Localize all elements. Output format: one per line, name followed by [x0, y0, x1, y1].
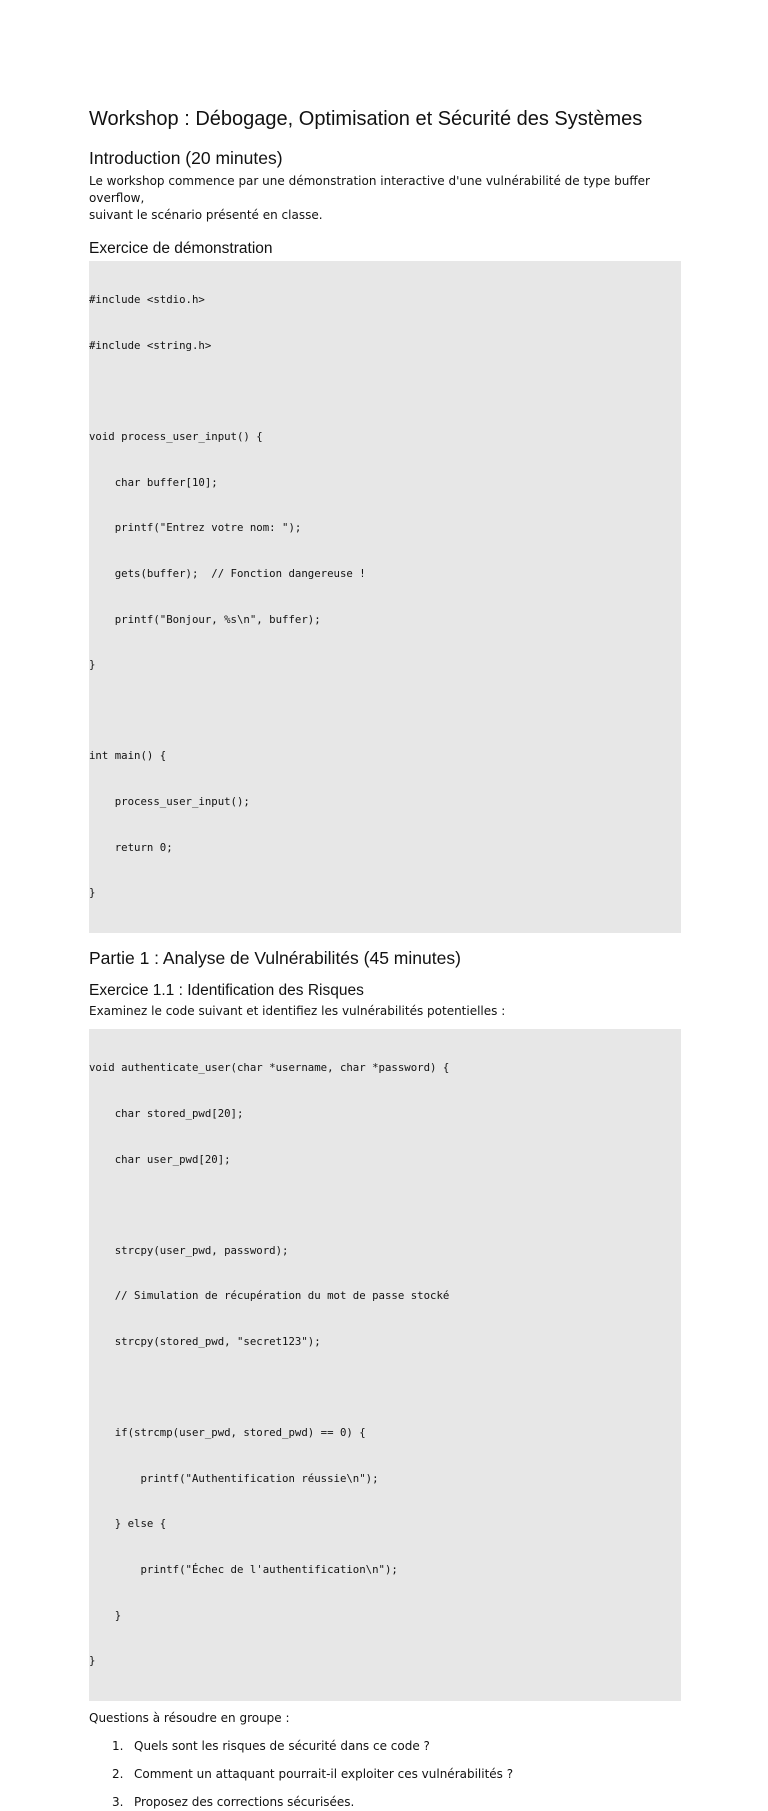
questions-list: [89, 1738, 681, 1811]
code-line: }: [89, 1654, 96, 1668]
code-line: [89, 703, 681, 718]
code-line: strcpy(stored_pwd, "secret123");: [89, 1334, 321, 1348]
code-line: #include <stdio.h>: [89, 293, 205, 307]
intro-heading: Introduction (20 minutes): [89, 148, 283, 168]
code-line: strcpy(user_pwd, password);: [89, 1243, 289, 1257]
list-item-text: Quels sont les risques de sécurité dans ce code ?: [134, 1738, 430, 1753]
code-line: char stored_pwd[20];: [89, 1106, 244, 1120]
code-line: void authenticate_user(char *username, char *password) {: [89, 1061, 450, 1075]
document-title: Workshop : Débogage, Optimisation et Sécurité des Systèmes: [89, 108, 643, 130]
exercise-instruction: Examinez le code suivant et identifiez les vulnérabilités potentielles :: [89, 1003, 506, 1018]
code-line: printf("Authentification réussie\n");: [89, 1471, 379, 1485]
list-item: [89, 1738, 681, 1755]
list-item: [89, 1766, 681, 1783]
document-content: [89, 104, 681, 1811]
code-line: }: [89, 1608, 122, 1622]
code-line: [89, 1197, 681, 1212]
code-line: gets(buffer); // Fonction dangereuse !: [89, 567, 366, 581]
code-line: process_user_input();: [89, 795, 250, 809]
code-line: [89, 384, 681, 399]
code-line: return 0;: [89, 840, 173, 854]
list-item-text: Proposez des corrections sécurisées.: [134, 1794, 355, 1809]
code-line: printf("Échec de l'authentification\n");: [89, 1562, 398, 1576]
list-item-text: Comment un attaquant pourrait-il exploiter ces vulnérabilités ?: [134, 1766, 514, 1781]
code-line: // Simulation de récupération du mot de passe stocké: [89, 1289, 450, 1303]
list-item-number: 3.: [112, 1794, 124, 1809]
code-line: }: [89, 886, 96, 900]
part1-heading: Partie 1 : Analyse de Vulnérabilités (45 minutes): [89, 947, 461, 968]
demo-heading: Exercice de démonstration: [89, 240, 273, 257]
intro-text-line-2: suivant le scénario présenté en classe.: [89, 208, 323, 222]
code-line: char user_pwd[20];: [89, 1152, 231, 1166]
code-line: printf("Entrez votre nom: ");: [89, 521, 302, 535]
list-item: [89, 1794, 681, 1811]
code-line: [89, 1380, 681, 1395]
code-line: } else {: [89, 1517, 167, 1531]
questions-intro: Questions à résoudre en groupe :: [89, 1710, 290, 1725]
code-line: #include <string.h>: [89, 339, 212, 353]
code-line: }: [89, 658, 96, 672]
code-line: if(strcmp(user_pwd, stored_pwd) == 0) {: [89, 1426, 366, 1440]
list-item-number: 2.: [112, 1766, 124, 1781]
code-line: void process_user_input() {: [89, 430, 263, 444]
code-line: printf("Bonjour, %s\n", buffer);: [89, 612, 321, 626]
intro-text-line-1: Le workshop commence par une démonstration interactive d'une vulnérabilité de type buffer overflow,: [89, 174, 650, 205]
demo-code-block: [89, 261, 681, 933]
exercise-heading: Exercice 1.1 : Identification des Risques: [89, 981, 364, 999]
code-line: char buffer[10];: [89, 475, 218, 489]
code-line: int main() {: [89, 749, 167, 763]
list-item-number: 1.: [112, 1738, 124, 1753]
exercise-code-block: [89, 1029, 681, 1701]
